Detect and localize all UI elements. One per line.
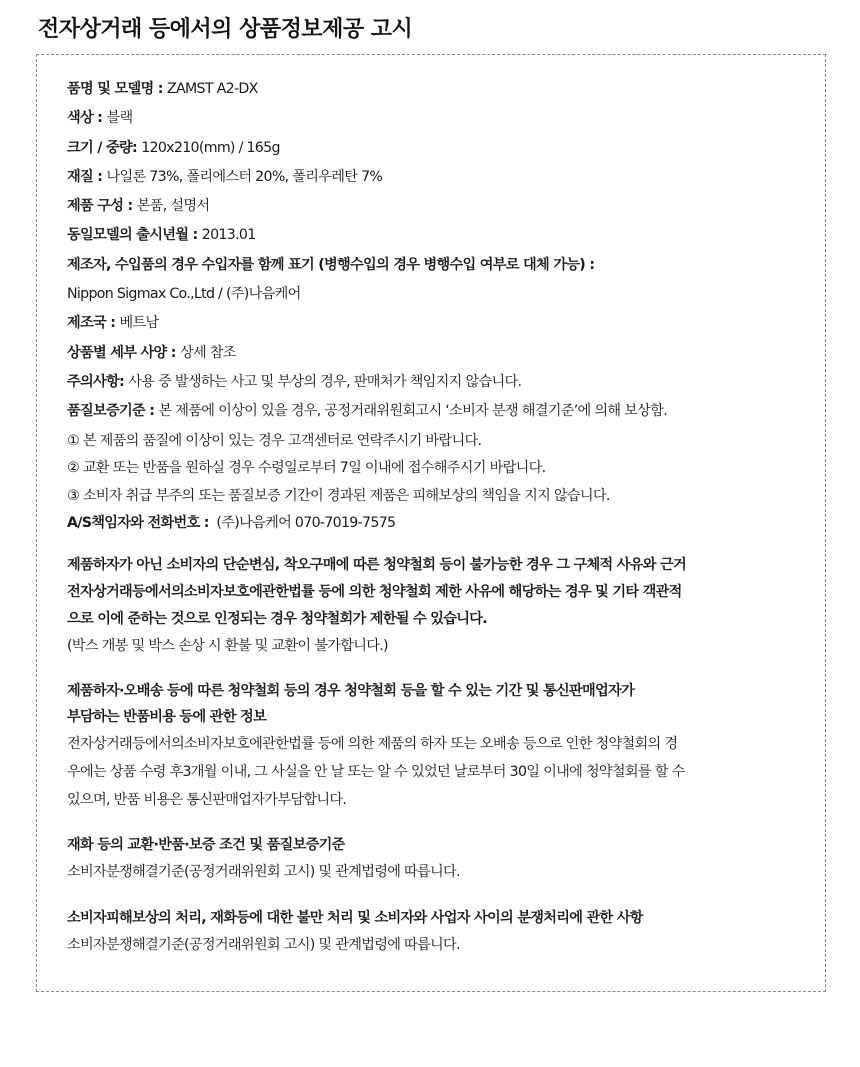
section-title: 재화 등의 교환·반품·보증 조건 및 품질보증기준	[67, 837, 345, 854]
spec-sep: :	[145, 403, 159, 420]
spec-label: 색상	[67, 110, 94, 127]
section-body: 우에는 상품 수령 후3개월 이내, 그 사실을 안 날 또는 알 수 있었던 날로부터 30일 이내에 청약철회를 할 수	[67, 764, 685, 781]
spec-row	[67, 343, 791, 363]
spec-value: 블랙	[106, 110, 133, 127]
spec-row	[67, 255, 791, 275]
section-title: 제품하자가 아닌 소비자의 단순변심, 착오구매에 따른 청약철회 등이 불가능한 경우 그 구체적 사유와 근거	[67, 557, 687, 574]
spec-row	[67, 138, 791, 158]
spec-row	[67, 313, 791, 333]
spec-row	[67, 401, 791, 421]
info-section	[67, 832, 791, 886]
spec-label: 주의사항	[67, 373, 120, 390]
section-title: 제품하자·오배송 등에 따른 청약철회 등의 경우 청약철회 등을 할 수 있는 기간 및 통신판매업자가	[67, 683, 635, 700]
spec-value: ZAMST A2-DX	[166, 81, 258, 97]
spec-value: 나일론 73%, 폴리에스터 20%, 폴리우레탄 7%	[106, 168, 383, 185]
notice-content	[67, 79, 791, 959]
spec-row	[67, 225, 791, 245]
section-body: (박스 개봉 및 박스 손상 시 환불 및 교환이 불가합니다.)	[67, 638, 388, 655]
spec-label: 재질	[67, 168, 94, 185]
spec-value: 2013.01	[201, 227, 256, 244]
spec-label: 제조자, 수입품의 경우 수입자를 함께 표기 (병행수입의 경우 병행수입 여부로 대체 가능)	[67, 256, 586, 273]
spec-value: 사용 중 발생하는 사고 및 부상의 경우, 판매처가 책임지지 않습니다.	[128, 373, 522, 390]
spec-sep: :	[106, 315, 120, 332]
spec-label: 품질보증기준	[67, 403, 146, 420]
warranty-note: ② 교환 또는 반품을 원하실 경우 수령일로부터 7일 이내에 접수해주시기 바랍니다.	[67, 460, 546, 477]
notice-box	[36, 54, 826, 992]
section-body: 소비자분쟁해결기준(공정거래위원회 고시) 및 관계법령에 따릅니다.	[67, 864, 460, 881]
section-title: 부담하는 반품비용 등에 관한 정보	[67, 709, 267, 726]
spec-sep: :	[188, 227, 202, 244]
spec-sep: :	[123, 198, 137, 215]
as-contact-value: (주)나음케어 070-7019-7575	[216, 515, 396, 532]
spec-label: 상품별 세부 사양	[67, 344, 167, 361]
section-body: 있으며, 반품 비용은 통신판매업자가부담합니다.	[67, 792, 347, 809]
spec-value: Nippon Sigmax Co.,Ltd / (주)나음케어	[67, 286, 301, 303]
spec-sep: :	[585, 256, 595, 273]
spec-value: 본품, 설명서	[136, 198, 210, 215]
spec-row	[67, 167, 791, 187]
spec-label: 제품 구성	[67, 198, 124, 215]
spec-label: 품명 및 모델명	[67, 81, 154, 97]
info-section	[67, 552, 791, 660]
spec-sep: :	[119, 373, 129, 390]
spec-row	[67, 79, 791, 99]
info-section	[67, 678, 791, 814]
section-body: 전자상거래등에서의소비자보호에관한법률 등에 의한 제품의 하자 또는 오배송 등으로 인한 청약철회의 경	[67, 736, 678, 753]
spec-label: 크기 / 중량	[67, 139, 132, 156]
page-title: 전자상거래 등에서의 상품정보제공 고시	[38, 17, 413, 42]
spec-row	[67, 284, 791, 304]
spec-row	[67, 372, 791, 392]
warranty-note: ③ 소비자 취급 부주의 또는 품질보증 기간이 경과된 제품은 피해보상의 책임을 지지 않습니다.	[67, 487, 610, 504]
spec-value: 상세 참조	[179, 344, 236, 361]
spec-sep: :	[93, 110, 107, 127]
section-title: 소비자피해보상의 처리, 재화등에 대한 불만 처리 및 소비자와 사업자 사이의 분쟁처리에 관한 사항	[67, 910, 643, 927]
as-contact	[67, 513, 791, 533]
spec-label: 제조국	[67, 315, 107, 332]
spec-row	[67, 108, 791, 128]
section-title: 으로 이에 준하는 것으로 인정되는 경우 청약철회가 제한될 수 있습니다.	[67, 611, 487, 628]
spec-sep: :	[131, 139, 142, 156]
section-title: 전자상거래등에서의소비자보호에관한법률 등에 의한 청약철회 제한 사유에 해당하는 경우 및 기타 객관적	[67, 584, 682, 601]
section-body: 소비자분쟁해결기준(공정거래위원회 고시) 및 관계법령에 따릅니다.	[67, 937, 460, 954]
spec-sep: :	[153, 81, 167, 97]
warranty-note: ① 본 제품의 품질에 이상이 있는 경우 고객센터로 연락주시기 바랍니다.	[67, 432, 482, 449]
spec-value: 120x210(mm) / 165g	[141, 139, 280, 156]
spec-sep: :	[166, 344, 180, 361]
spec-label: 동일모델의 출시년월	[67, 227, 189, 244]
spec-value: 본 제품에 이상이 있을 경우, 공정거래위원회고시 ‘소비자 분쟁 해결기준’에 의해 보상함.	[158, 403, 668, 420]
spec-row	[67, 196, 791, 216]
spec-sep: :	[93, 168, 107, 185]
spec-value: 베트남	[119, 315, 159, 332]
info-section	[67, 905, 791, 959]
as-contact-label: A/S책임자와 전화번호 :	[67, 515, 209, 532]
